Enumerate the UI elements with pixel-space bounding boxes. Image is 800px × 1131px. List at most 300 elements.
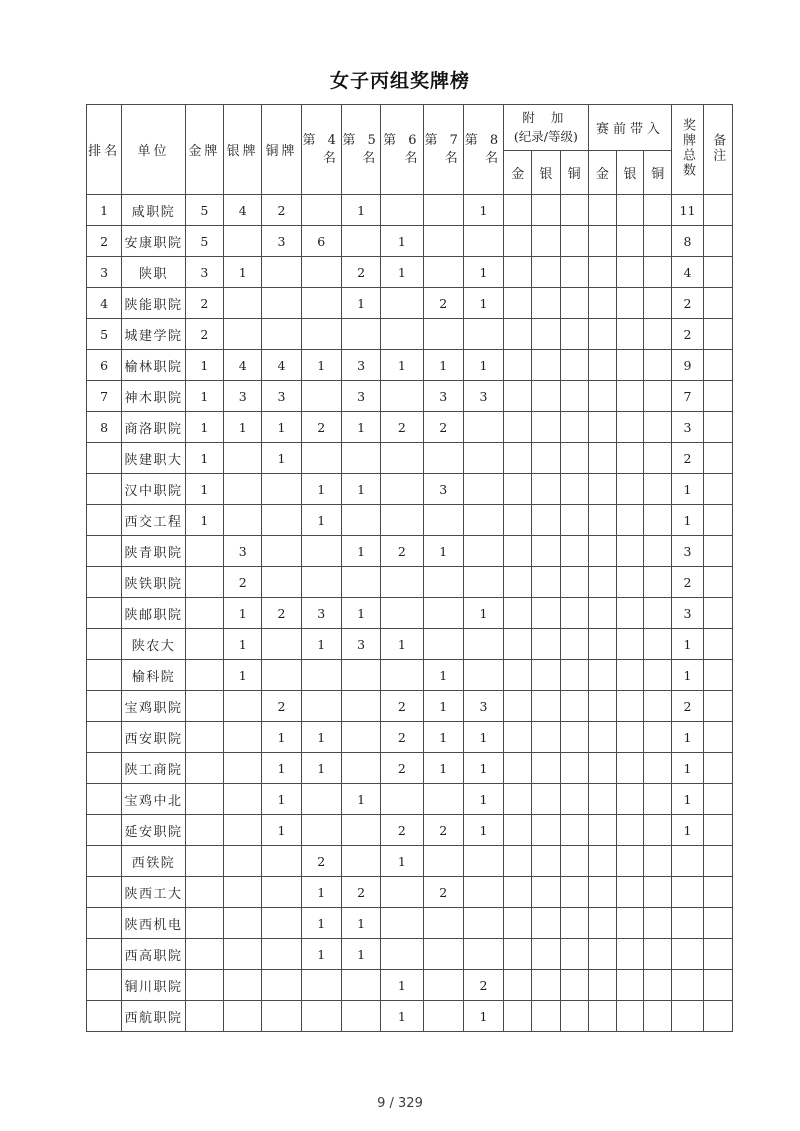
header-rank: 排名 (87, 105, 122, 195)
cell-pre-gold (588, 753, 616, 784)
cell-extra-gold (504, 784, 532, 815)
cell-unit: 安康职院 (122, 226, 185, 257)
cell-pre-gold (588, 598, 616, 629)
cell-place5: 1 (341, 288, 380, 319)
cell-total: 3 (672, 536, 703, 567)
cell-extra-silver (532, 505, 560, 536)
cell-unit: 陕农大 (122, 629, 185, 660)
cell-pre-gold (588, 288, 616, 319)
cell-unit: 商洛职院 (122, 412, 185, 443)
cell-pre-gold (588, 908, 616, 939)
cell-bronze (262, 319, 301, 350)
header-extra-gold: 金 (504, 151, 532, 195)
cell-extra-silver (532, 939, 560, 970)
cell-silver (224, 443, 262, 474)
cell-total: 7 (672, 381, 703, 412)
cell-place8: 1 (463, 257, 503, 288)
cell-place6: 1 (381, 350, 423, 381)
cell-silver (224, 815, 262, 846)
cell-extra-silver (532, 846, 560, 877)
cell-note (703, 412, 732, 443)
cell-place5: 1 (341, 474, 380, 505)
cell-extra-gold (504, 226, 532, 257)
cell-place7: 1 (423, 722, 463, 753)
cell-extra-silver (532, 908, 560, 939)
cell-note (703, 443, 732, 474)
cell-unit: 城建学院 (122, 319, 185, 350)
cell-gold: 1 (185, 412, 223, 443)
cell-extra-bronze (560, 753, 588, 784)
table-row (87, 629, 733, 660)
cell-pre-bronze (644, 846, 672, 877)
cell-pre-bronze (644, 319, 672, 350)
cell-bronze: 3 (262, 226, 301, 257)
header-note: 备注 (703, 105, 732, 195)
cell-unit: 陕西工大 (122, 877, 185, 908)
cell-extra-gold (504, 319, 532, 350)
cell-gold (185, 784, 223, 815)
cell-extra-gold (504, 908, 532, 939)
cell-place8 (463, 412, 503, 443)
cell-note (703, 598, 732, 629)
medal-table-body (87, 195, 733, 1032)
cell-pre-silver (616, 412, 643, 443)
cell-pre-gold (588, 350, 616, 381)
cell-bronze (262, 908, 301, 939)
cell-pre-silver (616, 226, 643, 257)
cell-pre-gold (588, 691, 616, 722)
cell-rank (87, 753, 122, 784)
table-row (87, 598, 733, 629)
cell-place8 (463, 877, 503, 908)
table-row (87, 691, 733, 722)
cell-pre-bronze (644, 629, 672, 660)
table-row (87, 908, 733, 939)
cell-bronze: 3 (262, 381, 301, 412)
cell-pre-gold (588, 629, 616, 660)
cell-place4 (301, 288, 341, 319)
cell-place4 (301, 1001, 341, 1032)
table-row (87, 567, 733, 598)
cell-pre-bronze (644, 288, 672, 319)
cell-extra-bronze (560, 505, 588, 536)
cell-silver: 2 (224, 567, 262, 598)
cell-unit: 陕铁职院 (122, 567, 185, 598)
cell-place7: 2 (423, 877, 463, 908)
cell-pre-silver (616, 846, 643, 877)
cell-pre-silver (616, 474, 643, 505)
cell-place6 (381, 195, 423, 226)
cell-extra-bronze (560, 257, 588, 288)
cell-extra-bronze (560, 319, 588, 350)
cell-place4 (301, 567, 341, 598)
cell-unit: 陕邮职院 (122, 598, 185, 629)
cell-pre-bronze (644, 412, 672, 443)
cell-place7: 1 (423, 691, 463, 722)
cell-place6: 2 (381, 691, 423, 722)
cell-extra-gold (504, 1001, 532, 1032)
table-header (87, 105, 733, 195)
cell-extra-silver (532, 288, 560, 319)
cell-rank (87, 1001, 122, 1032)
cell-place6: 1 (381, 226, 423, 257)
cell-pre-gold (588, 660, 616, 691)
cell-place8: 1 (463, 722, 503, 753)
cell-pre-bronze (644, 722, 672, 753)
cell-extra-bronze (560, 350, 588, 381)
cell-rank (87, 505, 122, 536)
cell-pre-bronze (644, 567, 672, 598)
cell-extra-silver (532, 970, 560, 1001)
cell-rank: 3 (87, 257, 122, 288)
cell-rank (87, 598, 122, 629)
cell-place4: 3 (301, 598, 341, 629)
cell-note (703, 257, 732, 288)
cell-place8: 3 (463, 691, 503, 722)
header-extra-group: 附 加 (纪录/等级) (504, 105, 589, 151)
cell-total: 3 (672, 598, 703, 629)
cell-gold (185, 629, 223, 660)
cell-gold (185, 567, 223, 598)
cell-extra-gold (504, 505, 532, 536)
cell-place8: 1 (463, 195, 503, 226)
cell-note (703, 939, 732, 970)
cell-pre-bronze (644, 691, 672, 722)
cell-rank: 5 (87, 319, 122, 350)
cell-pre-silver (616, 815, 643, 846)
cell-place5 (341, 1001, 380, 1032)
cell-extra-gold (504, 381, 532, 412)
cell-note (703, 350, 732, 381)
cell-extra-gold (504, 691, 532, 722)
cell-bronze: 1 (262, 753, 301, 784)
cell-extra-gold (504, 939, 532, 970)
cell-note (703, 195, 732, 226)
cell-total: 2 (672, 319, 703, 350)
cell-place6 (381, 381, 423, 412)
cell-gold: 5 (185, 195, 223, 226)
cell-silver (224, 753, 262, 784)
cell-total: 3 (672, 412, 703, 443)
cell-unit: 陕西机电 (122, 908, 185, 939)
cell-place4 (301, 691, 341, 722)
cell-silver (224, 226, 262, 257)
cell-pre-bronze (644, 598, 672, 629)
cell-extra-bronze (560, 908, 588, 939)
cell-place8 (463, 846, 503, 877)
cell-pre-silver (616, 722, 643, 753)
cell-extra-silver (532, 412, 560, 443)
cell-pre-gold (588, 443, 616, 474)
cell-pre-gold (588, 257, 616, 288)
cell-silver: 3 (224, 536, 262, 567)
cell-rank (87, 877, 122, 908)
cell-pre-bronze (644, 536, 672, 567)
cell-pre-bronze (644, 226, 672, 257)
cell-rank (87, 536, 122, 567)
cell-place4 (301, 970, 341, 1001)
cell-extra-gold (504, 443, 532, 474)
cell-extra-bronze (560, 846, 588, 877)
cell-extra-gold (504, 815, 532, 846)
cell-place7: 1 (423, 536, 463, 567)
cell-note (703, 381, 732, 412)
cell-gold: 1 (185, 381, 223, 412)
cell-gold (185, 722, 223, 753)
table-row (87, 195, 733, 226)
cell-extra-gold (504, 257, 532, 288)
cell-place5 (341, 505, 380, 536)
header-extra-silver: 银 (532, 151, 560, 195)
cell-pre-bronze (644, 784, 672, 815)
cell-pre-silver (616, 350, 643, 381)
cell-gold: 1 (185, 474, 223, 505)
cell-pre-gold (588, 381, 616, 412)
cell-unit: 陕工商院 (122, 753, 185, 784)
cell-silver: 1 (224, 598, 262, 629)
cell-place8 (463, 319, 503, 350)
cell-pre-silver (616, 660, 643, 691)
cell-rank (87, 784, 122, 815)
cell-unit: 榆林职院 (122, 350, 185, 381)
cell-total: 1 (672, 505, 703, 536)
cell-pre-silver (616, 443, 643, 474)
header-extra-bronze: 铜 (560, 151, 588, 195)
header-place5: 第 5 名 (341, 105, 380, 195)
cell-place5 (341, 722, 380, 753)
header-pre-group: 赛前带入 (588, 105, 672, 151)
table-row (87, 288, 733, 319)
cell-extra-silver (532, 877, 560, 908)
cell-place7 (423, 939, 463, 970)
cell-pre-silver (616, 288, 643, 319)
cell-extra-gold (504, 195, 532, 226)
cell-silver (224, 722, 262, 753)
cell-extra-bronze (560, 412, 588, 443)
cell-note (703, 722, 732, 753)
cell-place8 (463, 474, 503, 505)
cell-pre-gold (588, 815, 616, 846)
cell-pre-bronze (644, 443, 672, 474)
cell-place4: 1 (301, 629, 341, 660)
cell-extra-gold (504, 660, 532, 691)
cell-place5: 1 (341, 939, 380, 970)
cell-rank (87, 660, 122, 691)
cell-place5: 1 (341, 412, 380, 443)
cell-gold: 2 (185, 288, 223, 319)
cell-rank: 8 (87, 412, 122, 443)
header-place7: 第 7 名 (423, 105, 463, 195)
cell-place4 (301, 319, 341, 350)
cell-place6 (381, 319, 423, 350)
cell-bronze (262, 567, 301, 598)
table-row (87, 660, 733, 691)
cell-bronze: 1 (262, 784, 301, 815)
table-row (87, 350, 733, 381)
cell-note (703, 1001, 732, 1032)
cell-place6: 1 (381, 629, 423, 660)
cell-extra-bronze (560, 784, 588, 815)
cell-extra-bronze (560, 815, 588, 846)
header-pre-silver: 银 (616, 151, 643, 195)
cell-extra-gold (504, 629, 532, 660)
cell-rank (87, 939, 122, 970)
cell-extra-bronze (560, 226, 588, 257)
cell-pre-bronze (644, 970, 672, 1001)
cell-bronze (262, 629, 301, 660)
cell-extra-silver (532, 195, 560, 226)
cell-place5 (341, 226, 380, 257)
cell-extra-bronze (560, 660, 588, 691)
cell-extra-bronze (560, 722, 588, 753)
cell-pre-gold (588, 939, 616, 970)
cell-place7 (423, 443, 463, 474)
cell-gold (185, 536, 223, 567)
cell-note (703, 691, 732, 722)
cell-pre-silver (616, 753, 643, 784)
cell-bronze (262, 536, 301, 567)
cell-pre-silver (616, 195, 643, 226)
cell-bronze (262, 846, 301, 877)
cell-place7: 2 (423, 412, 463, 443)
cell-pre-gold (588, 722, 616, 753)
cell-place5 (341, 753, 380, 784)
cell-place5: 3 (341, 350, 380, 381)
cell-gold (185, 939, 223, 970)
cell-extra-silver (532, 598, 560, 629)
cell-place8: 1 (463, 1001, 503, 1032)
table-row (87, 257, 733, 288)
cell-pre-gold (588, 784, 616, 815)
cell-gold: 2 (185, 319, 223, 350)
cell-place7 (423, 629, 463, 660)
cell-place4: 1 (301, 474, 341, 505)
cell-unit: 西航职院 (122, 1001, 185, 1032)
cell-note (703, 784, 732, 815)
cell-unit: 西安职院 (122, 722, 185, 753)
cell-bronze: 1 (262, 722, 301, 753)
cell-place4: 1 (301, 722, 341, 753)
cell-extra-bronze (560, 1001, 588, 1032)
cell-bronze (262, 660, 301, 691)
cell-total: 1 (672, 474, 703, 505)
cell-silver: 1 (224, 257, 262, 288)
cell-total (672, 846, 703, 877)
cell-note (703, 753, 732, 784)
table-row (87, 846, 733, 877)
cell-total: 1 (672, 629, 703, 660)
cell-extra-bronze (560, 443, 588, 474)
cell-place7: 1 (423, 753, 463, 784)
cell-bronze: 2 (262, 598, 301, 629)
cell-bronze (262, 288, 301, 319)
table-row (87, 1001, 733, 1032)
header-pre-bronze: 铜 (644, 151, 672, 195)
table-row (87, 319, 733, 350)
cell-pre-silver (616, 691, 643, 722)
cell-place7: 3 (423, 381, 463, 412)
cell-place4: 1 (301, 877, 341, 908)
cell-note (703, 908, 732, 939)
cell-place6 (381, 660, 423, 691)
cell-total: 1 (672, 753, 703, 784)
cell-bronze (262, 474, 301, 505)
cell-gold (185, 970, 223, 1001)
cell-silver (224, 288, 262, 319)
cell-pre-silver (616, 567, 643, 598)
cell-place5: 1 (341, 598, 380, 629)
cell-rank: 6 (87, 350, 122, 381)
cell-silver: 1 (224, 629, 262, 660)
cell-extra-gold (504, 753, 532, 784)
cell-rank (87, 691, 122, 722)
cell-unit: 西铁院 (122, 846, 185, 877)
cell-note (703, 629, 732, 660)
table-row (87, 226, 733, 257)
table-row (87, 815, 733, 846)
cell-extra-gold (504, 567, 532, 598)
cell-place5: 3 (341, 381, 380, 412)
cell-rank (87, 908, 122, 939)
cell-total (672, 877, 703, 908)
cell-rank (87, 846, 122, 877)
cell-place5: 2 (341, 257, 380, 288)
cell-unit: 咸职院 (122, 195, 185, 226)
cell-unit: 陕能职院 (122, 288, 185, 319)
cell-pre-gold (588, 567, 616, 598)
cell-place4: 1 (301, 350, 341, 381)
cell-pre-gold (588, 536, 616, 567)
cell-pre-silver (616, 319, 643, 350)
cell-unit: 延安职院 (122, 815, 185, 846)
cell-place8 (463, 567, 503, 598)
cell-place6: 1 (381, 1001, 423, 1032)
cell-unit: 榆科院 (122, 660, 185, 691)
cell-extra-silver (532, 753, 560, 784)
header-place4: 第 4 名 (301, 105, 341, 195)
cell-pre-bronze (644, 660, 672, 691)
cell-total (672, 970, 703, 1001)
page-title: 女子丙组奖牌榜 (329, 70, 470, 92)
cell-place7: 1 (423, 350, 463, 381)
cell-note (703, 877, 732, 908)
cell-rank (87, 722, 122, 753)
header-bronze: 铜牌 (262, 105, 301, 195)
cell-place6: 1 (381, 970, 423, 1001)
cell-rank: 7 (87, 381, 122, 412)
cell-place4 (301, 536, 341, 567)
cell-place7 (423, 970, 463, 1001)
cell-place4: 2 (301, 846, 341, 877)
cell-gold (185, 1001, 223, 1032)
cell-extra-gold (504, 722, 532, 753)
cell-bronze (262, 970, 301, 1001)
table-row (87, 474, 733, 505)
cell-extra-silver (532, 691, 560, 722)
cell-extra-silver (532, 319, 560, 350)
cell-place6 (381, 877, 423, 908)
cell-unit: 陕建职大 (122, 443, 185, 474)
cell-note (703, 288, 732, 319)
cell-total: 8 (672, 226, 703, 257)
cell-pre-bronze (644, 195, 672, 226)
cell-place8: 2 (463, 970, 503, 1001)
cell-gold (185, 753, 223, 784)
cell-place6 (381, 784, 423, 815)
cell-bronze (262, 1001, 301, 1032)
cell-rank (87, 474, 122, 505)
table-row (87, 536, 733, 567)
